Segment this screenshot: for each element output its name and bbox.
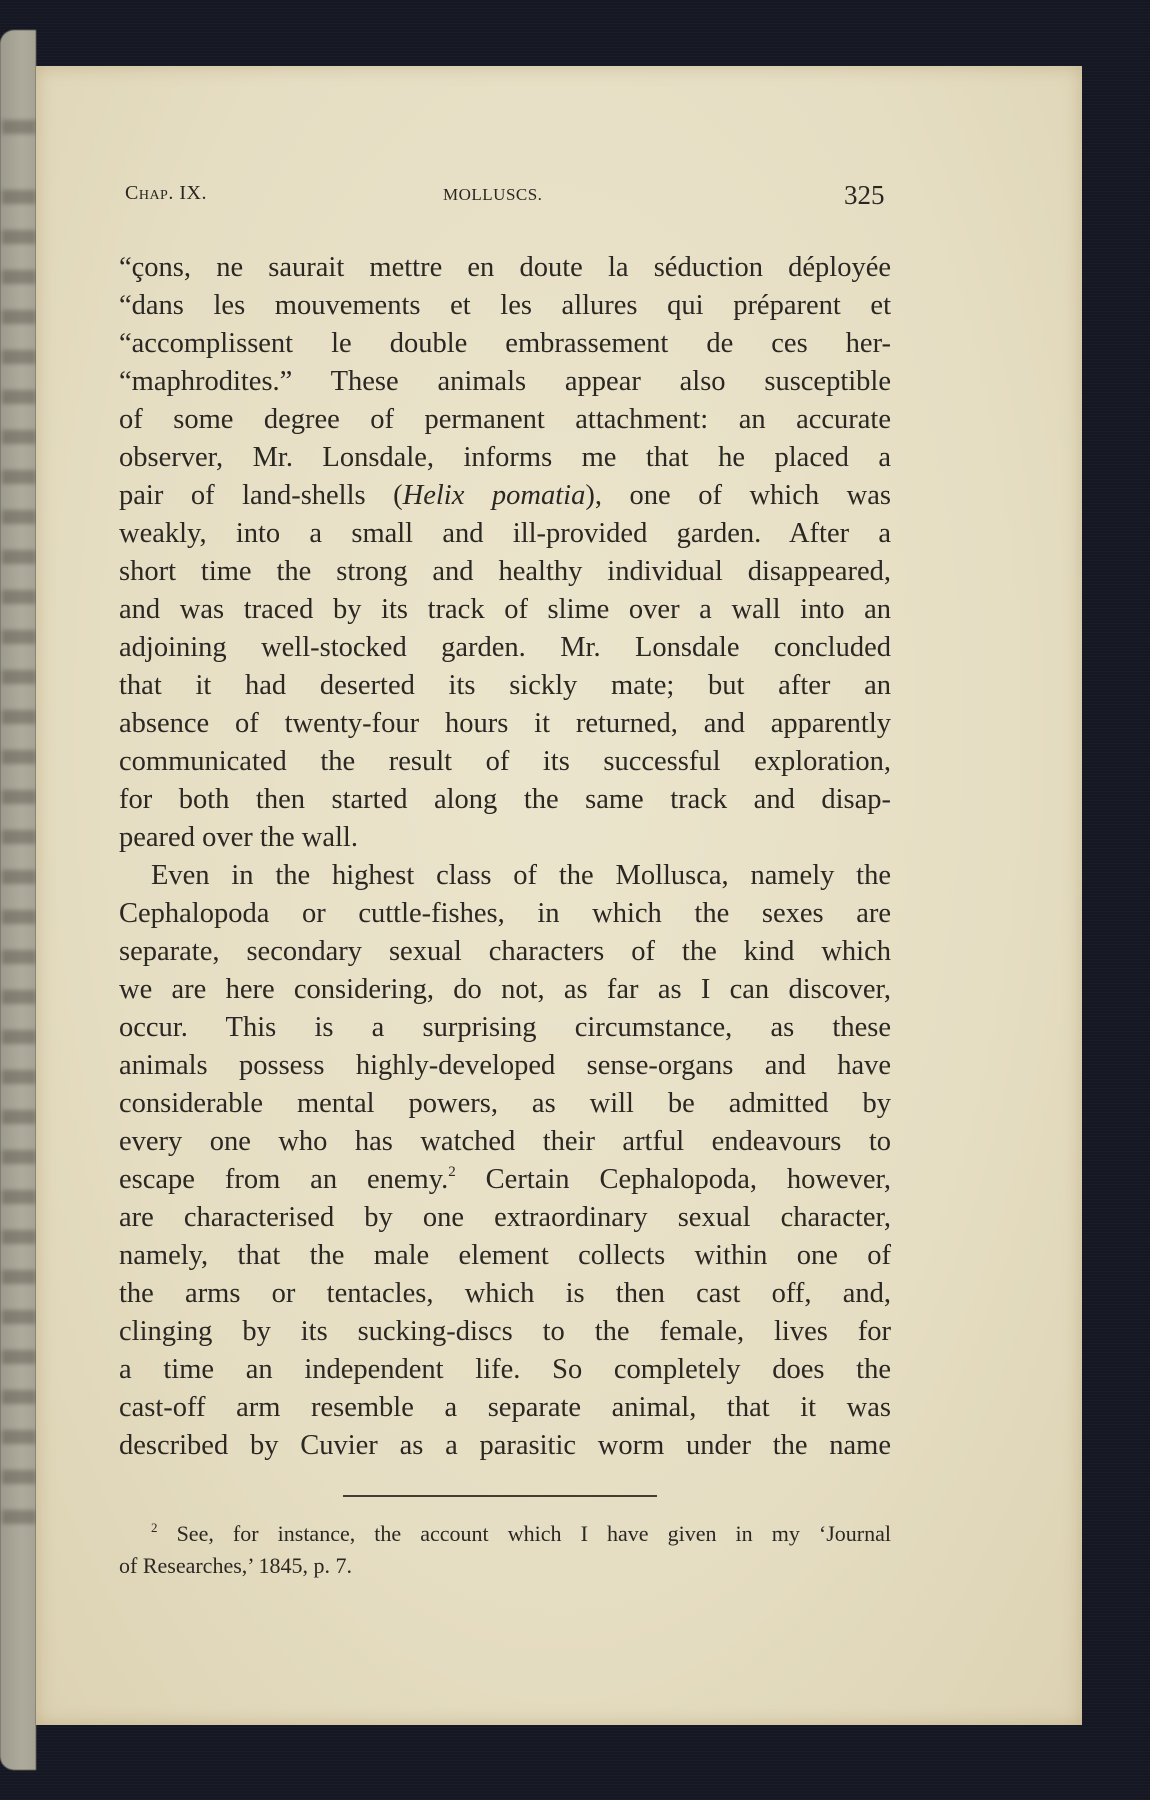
blurred-text [2, 1110, 36, 1124]
footnote-reference[interactable]: 2 [448, 1164, 456, 1180]
blurred-text [2, 310, 36, 324]
text-line: adjoining well-stocked garden. Mr. Lonsdale concluded [119, 632, 891, 663]
blurred-text [2, 120, 36, 134]
blurred-text [2, 550, 36, 564]
blurred-text [2, 1150, 36, 1164]
book-page [36, 66, 1082, 1725]
blurred-text [2, 910, 36, 924]
text-line: “accomplissent le double embrassement de ces her- [119, 328, 891, 359]
blurred-text [2, 1030, 36, 1044]
text-line: absence of twenty-four hours it returned, and apparently [119, 708, 891, 739]
text-line: Cephalopoda or cuttle-fishes, in which the sexes are [119, 898, 891, 929]
footnote-line [119, 1518, 891, 1550]
blurred-text [2, 1390, 36, 1404]
text-line: every one who has watched their artful endeavours to [119, 1126, 891, 1157]
blurred-text [2, 470, 36, 484]
footnote-divider [343, 1495, 657, 1497]
blurred-text [2, 1510, 36, 1524]
blurred-text [2, 1230, 36, 1244]
blurred-text [2, 990, 36, 1004]
blurred-text [2, 670, 36, 684]
text-line: cast-off arm resemble a separate animal, that it was [119, 1392, 891, 1423]
text-line: observer, Mr. Lonsdale, informs me that he placed a [119, 442, 891, 473]
footnote-marker: 2 [151, 1520, 158, 1535]
blurred-text [2, 830, 36, 844]
blurred-text [2, 1310, 36, 1324]
running-title: MOLLUSCS. [443, 185, 543, 204]
text-line: short time the strong and healthy individual disappeared, [119, 556, 891, 587]
blurred-text [2, 870, 36, 884]
blurred-text [2, 950, 36, 964]
text-line: we are here considering, do not, as far as I can discover, [119, 974, 891, 1005]
species-name: Helix pomatia [402, 480, 586, 511]
text-line: animals possess highly-developed sense-organs and have [119, 1050, 891, 1081]
text-line: communicated the result of its successful exploration, [119, 746, 891, 777]
blurred-text [2, 710, 36, 724]
footnote-text: See, for instance, the account which I have given in my ‘Journal [157, 1521, 891, 1546]
text-line: namely, that the male element collects within one of [119, 1240, 891, 1271]
text-line: “maphrodites.” These animals appear also susceptible [119, 366, 891, 397]
blurred-text [2, 430, 36, 444]
blurred-text [2, 1190, 36, 1204]
chapter-label: Chap. IX. [125, 182, 207, 204]
blurred-text [2, 190, 36, 204]
body-text [119, 249, 891, 1465]
footnote-line: of Researches,’ 1845, p. 7. [119, 1553, 352, 1578]
blurred-text [2, 230, 36, 244]
page-number: 325 [844, 180, 885, 210]
text-line: weakly, into a small and ill-provided garden. After a [119, 518, 891, 549]
text-line: the arms or tentacles, which is then cast off, and, [119, 1278, 891, 1309]
blurred-text [2, 270, 36, 284]
blurred-text [2, 1070, 36, 1084]
blurred-text [2, 350, 36, 364]
text-line: a time an independent life. So completely does the [119, 1354, 891, 1385]
text-segment: Certain Cephalopoda, however, [455, 1164, 892, 1195]
text-segment: escape from an enemy. [119, 1164, 449, 1195]
text-line: are characterised by one extraordinary sexual character, [119, 1202, 891, 1233]
footnotes [119, 1518, 891, 1582]
text-line [119, 1161, 891, 1199]
blurred-text [2, 390, 36, 404]
blurred-text [2, 1470, 36, 1484]
blurred-text [2, 510, 36, 524]
text-line: “çons, ne saurait mettre en doute la séduction déployée [119, 252, 891, 283]
blurred-text [2, 790, 36, 804]
text-line [119, 477, 891, 515]
text-line: for both then started along the same track and disap- [119, 784, 891, 815]
blurred-text [2, 750, 36, 764]
text-line: peared over the wall. [119, 822, 358, 853]
text-line: described by Cuvier as a parasitic worm under the name [119, 1430, 891, 1461]
text-line: considerable mental powers, as will be admitted by [119, 1088, 891, 1119]
running-head [36, 182, 1082, 212]
paragraph-start: Even in the highest class of the Mollusca, namely the [151, 860, 891, 891]
text-line: separate, secondary sexual characters of the kind which [119, 936, 891, 967]
text-line: that it had deserted its sickly mate; but after an [119, 670, 891, 701]
text-line: occur. This is a surprising circumstance, as these [119, 1012, 891, 1043]
text-line: “dans les mouvements et les allures qui préparent et [119, 290, 891, 321]
blurred-text [2, 1270, 36, 1284]
text-line: clinging by its sucking-discs to the female, lives for [119, 1316, 891, 1347]
blurred-text [2, 630, 36, 644]
blurred-text [2, 1430, 36, 1444]
blurred-text [2, 590, 36, 604]
text-segment: pair of land-shells ( [119, 480, 403, 511]
blurred-text [2, 1350, 36, 1364]
text-line: of some degree of permanent attachment: an accurate [119, 404, 891, 435]
text-segment: ), one of which was [585, 480, 891, 511]
text-line: and was traced by its track of slime over a wall into an [119, 594, 891, 625]
previous-page-edge [0, 30, 36, 1770]
